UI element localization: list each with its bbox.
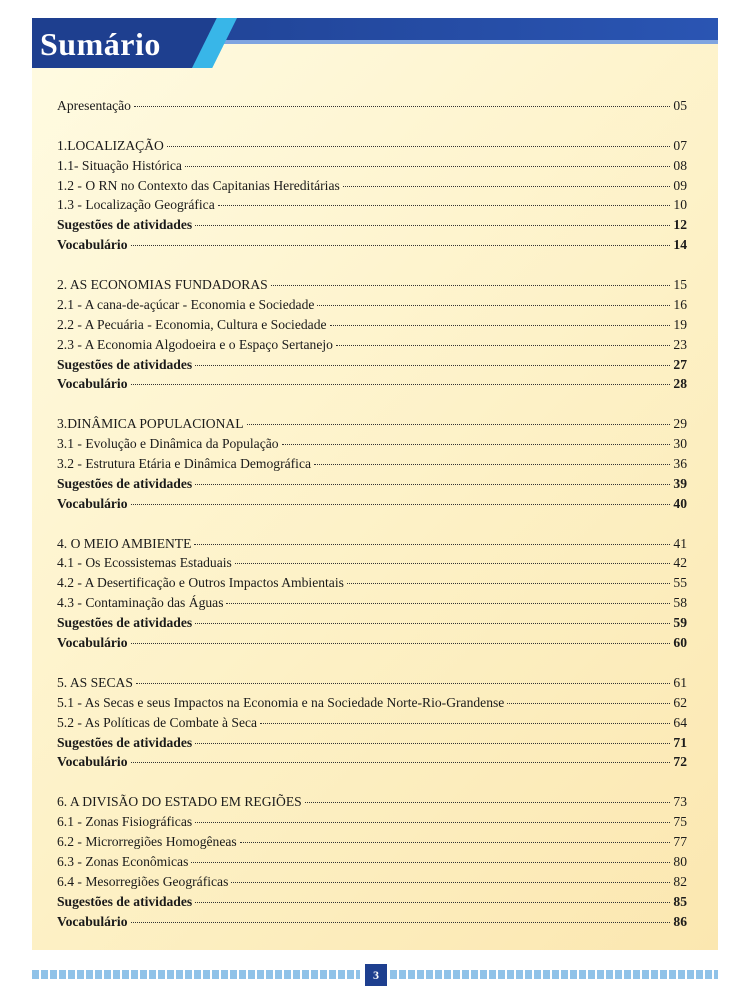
toc-entry[interactable] bbox=[57, 136, 687, 156]
toc-gap bbox=[57, 653, 687, 673]
toc-entry[interactable] bbox=[57, 215, 687, 235]
toc-entry-label: Vocabulário bbox=[57, 754, 128, 770]
toc-entry-page: 28 bbox=[673, 376, 687, 392]
toc-entry[interactable] bbox=[57, 195, 687, 215]
toc-entry-page: 71 bbox=[673, 734, 687, 750]
dot-leader bbox=[131, 504, 671, 505]
dot-leader bbox=[226, 603, 670, 604]
toc-entry-label: Vocabulário bbox=[57, 376, 128, 392]
toc-entry[interactable] bbox=[57, 573, 687, 593]
dot-leader bbox=[305, 802, 671, 803]
toc-entry-label: 2.1 - A cana-de-açúcar - Economia e Sociedade bbox=[57, 296, 315, 312]
toc-entry-page: 09 bbox=[673, 177, 687, 193]
toc-entry-page: 27 bbox=[673, 356, 687, 372]
dot-leader bbox=[336, 345, 670, 346]
toc-entry-page: 19 bbox=[673, 316, 687, 332]
toc-entry-label: Vocabulário bbox=[57, 495, 128, 511]
dot-leader bbox=[195, 623, 670, 624]
toc-entry-page: 15 bbox=[673, 277, 687, 293]
dot-leader bbox=[134, 106, 670, 107]
toc-gap bbox=[57, 394, 687, 414]
dot-leader bbox=[260, 723, 670, 724]
toc-entry[interactable] bbox=[57, 275, 687, 295]
toc-entry[interactable] bbox=[57, 693, 687, 713]
toc-gap bbox=[57, 116, 687, 136]
dot-leader bbox=[131, 922, 671, 923]
toc-entry-page: 62 bbox=[673, 694, 687, 710]
toc-entry[interactable] bbox=[57, 812, 687, 832]
dot-leader bbox=[131, 762, 671, 763]
dot-leader bbox=[235, 563, 671, 564]
toc-entry-page: 16 bbox=[673, 296, 687, 312]
toc-entry[interactable] bbox=[57, 176, 687, 196]
toc-entry-page: 55 bbox=[673, 575, 687, 591]
dot-leader bbox=[330, 325, 671, 326]
toc-entry-page: 73 bbox=[673, 794, 687, 810]
toc-entry-label: Sugestões de atividades bbox=[57, 615, 193, 631]
toc-entry-page: 61 bbox=[673, 674, 687, 690]
dot-leader bbox=[247, 424, 671, 425]
toc-entry-page: 82 bbox=[673, 873, 687, 889]
page-footer bbox=[32, 962, 718, 988]
toc-entry[interactable] bbox=[57, 494, 687, 514]
toc-entry-page: 05 bbox=[673, 98, 687, 113]
toc-gap bbox=[57, 514, 687, 534]
toc-entry-label: Vocabulário bbox=[57, 635, 128, 651]
dot-leader bbox=[195, 365, 670, 366]
toc-entry[interactable] bbox=[57, 912, 687, 932]
toc-entry-label: Sugestões de atividades bbox=[57, 356, 193, 372]
page-header bbox=[32, 18, 718, 68]
toc-entry-label: Sugestões de atividades bbox=[57, 217, 193, 233]
toc-entry-page: 41 bbox=[673, 535, 687, 551]
toc-entry-label: 1.1- Situação Histórica bbox=[57, 157, 182, 173]
toc-entry[interactable] bbox=[57, 593, 687, 613]
toc-entry[interactable] bbox=[57, 673, 687, 693]
toc-entry[interactable] bbox=[57, 295, 687, 315]
dot-leader bbox=[218, 205, 671, 206]
toc-entry-page: 29 bbox=[673, 416, 687, 432]
toc-entry[interactable] bbox=[57, 434, 687, 454]
toc-entry-label: Vocabulário bbox=[57, 913, 128, 929]
toc-entry-label: 3.2 - Estrutura Etária e Dinâmica Demográfica bbox=[57, 456, 312, 472]
page-title: Sumário bbox=[40, 26, 161, 62]
toc-entry[interactable] bbox=[57, 733, 687, 753]
dot-leader bbox=[240, 842, 671, 843]
toc-entry-label: 5.1 - As Secas e seus Impactos na Economia e na Sociedade Norte-Rio-Grandense bbox=[57, 694, 505, 710]
dot-leader bbox=[231, 882, 670, 883]
toc-entry-label: Sugestões de atividades bbox=[57, 475, 193, 491]
toc-entry-label: 6.2 - Microrregiões Homogêneas bbox=[57, 833, 237, 849]
toc-entry[interactable] bbox=[57, 553, 687, 573]
dot-leader bbox=[271, 285, 671, 286]
toc-entry-page: 39 bbox=[673, 475, 687, 491]
toc-entry[interactable] bbox=[57, 474, 687, 494]
table-of-contents bbox=[57, 96, 687, 931]
toc-entry-label: 4.2 - A Desertificação e Outros Impactos Ambientais bbox=[57, 575, 344, 591]
toc-entry-page: 07 bbox=[673, 137, 687, 153]
dot-leader bbox=[314, 464, 670, 465]
toc-entry-label: 2.3 - A Economia Algodoeira e o Espaço Sertanejo bbox=[57, 336, 333, 352]
toc-entry-page: 12 bbox=[673, 217, 687, 233]
toc-entry-page: 85 bbox=[673, 893, 687, 909]
toc-entry-page: 08 bbox=[673, 157, 687, 173]
dot-leader bbox=[195, 743, 670, 744]
toc-entry[interactable] bbox=[57, 792, 687, 812]
toc-entry[interactable] bbox=[57, 156, 687, 176]
toc-entry[interactable] bbox=[57, 335, 687, 355]
dot-leader bbox=[195, 225, 670, 226]
dot-leader bbox=[185, 166, 670, 167]
toc-entry-page: 86 bbox=[673, 913, 687, 929]
toc-entry-page: 75 bbox=[673, 814, 687, 830]
toc-entry-page: 59 bbox=[673, 615, 687, 631]
dot-leader bbox=[317, 305, 670, 306]
dot-leader bbox=[131, 643, 671, 644]
toc-entry[interactable] bbox=[57, 235, 687, 255]
toc-entry-label: 2.2 - A Pecuária - Economia, Cultura e Sociedade bbox=[57, 316, 327, 332]
toc-entry-page: 40 bbox=[673, 495, 687, 511]
dot-leader bbox=[347, 583, 671, 584]
toc-entry-page: 60 bbox=[673, 635, 687, 651]
toc-entry-label: 1.2 - O RN no Contexto das Capitanias Hereditárias bbox=[57, 177, 340, 193]
dot-leader bbox=[167, 146, 671, 147]
toc-entry-label: 4.1 - Os Ecossistemas Estaduais bbox=[57, 555, 232, 571]
toc-entry-label: 2. AS ECONOMIAS FUNDADORAS bbox=[57, 277, 268, 293]
toc-entry[interactable] bbox=[57, 633, 687, 653]
toc-entry-label: 1.3 - Localização Geográfica bbox=[57, 197, 215, 213]
toc-entry-label: Apresentação bbox=[57, 98, 131, 113]
toc-entry-page: 80 bbox=[673, 853, 687, 869]
toc-entry-label: 6.4 - Mesorregiões Geográficas bbox=[57, 873, 229, 889]
toc-entry-label: Sugestões de atividades bbox=[57, 893, 193, 909]
toc-entry[interactable] bbox=[57, 892, 687, 912]
toc-entry-label: 6.1 - Zonas Fisiográficas bbox=[57, 814, 193, 830]
dot-leader bbox=[195, 484, 670, 485]
toc-entry-page: 30 bbox=[673, 436, 687, 452]
footer-strip-left bbox=[32, 970, 360, 979]
dot-leader bbox=[131, 245, 671, 246]
toc-entry-label: 6. A DIVISÃO DO ESTADO EM REGIÕES bbox=[57, 794, 302, 810]
toc-entry-label: 5. AS SECAS bbox=[57, 674, 133, 690]
toc-entry[interactable] bbox=[57, 872, 687, 892]
dot-leader bbox=[343, 186, 671, 187]
toc-entry[interactable] bbox=[57, 534, 687, 554]
toc-entry[interactable] bbox=[57, 414, 687, 434]
toc-entry[interactable] bbox=[57, 355, 687, 375]
toc-entry-label: 3.1 - Evolução e Dinâmica da População bbox=[57, 436, 279, 452]
toc-entry[interactable] bbox=[57, 315, 687, 335]
toc-entry[interactable] bbox=[57, 454, 687, 474]
toc-entry-label: 4. O MEIO AMBIENTE bbox=[57, 535, 192, 551]
toc-entry-page: 77 bbox=[673, 833, 687, 849]
toc-entry-label: Vocabulário bbox=[57, 237, 128, 253]
toc-entry-page: 42 bbox=[673, 555, 687, 571]
dot-leader bbox=[282, 444, 671, 445]
toc-entry-label: Sugestões de atividades bbox=[57, 734, 193, 750]
toc-entry-label: 1.LOCALIZAÇÃO bbox=[57, 137, 164, 153]
document-page bbox=[32, 18, 718, 950]
toc-gap bbox=[57, 772, 687, 792]
dot-leader bbox=[195, 822, 670, 823]
toc-entry[interactable] bbox=[57, 852, 687, 872]
toc-entry[interactable] bbox=[57, 613, 687, 633]
dot-leader bbox=[191, 862, 670, 863]
dot-leader bbox=[507, 703, 670, 704]
toc-entry-page: 64 bbox=[673, 714, 687, 730]
dot-leader bbox=[136, 683, 670, 684]
dot-leader bbox=[131, 384, 671, 385]
toc-entry-label: 3.DINÂMICA POPULACIONAL bbox=[57, 416, 244, 432]
toc-gap bbox=[57, 255, 687, 275]
toc-entry-page: 14 bbox=[673, 237, 687, 253]
toc-entry-page: 36 bbox=[673, 456, 687, 472]
toc-entry-page: 23 bbox=[673, 336, 687, 352]
toc-entry-page: 10 bbox=[673, 197, 687, 213]
toc-entry[interactable] bbox=[57, 832, 687, 852]
header-stripe bbox=[207, 40, 718, 44]
toc-entry-label: 4.3 - Contaminação das Águas bbox=[57, 595, 224, 611]
toc-entry[interactable] bbox=[57, 374, 687, 394]
toc-entry-label: 5.2 - As Políticas de Combate à Seca bbox=[57, 714, 258, 730]
dot-leader bbox=[195, 902, 670, 903]
footer-strip-right bbox=[390, 970, 718, 979]
toc-entry-page: 72 bbox=[673, 754, 687, 770]
page-number: 3 bbox=[365, 964, 387, 986]
dot-leader bbox=[194, 544, 670, 545]
toc-entry-label: 6.3 - Zonas Econômicas bbox=[57, 853, 189, 869]
toc-entry[interactable] bbox=[57, 713, 687, 733]
toc-entry-page: 58 bbox=[673, 595, 687, 611]
toc-entry[interactable] bbox=[57, 752, 687, 772]
toc-entry[interactable] bbox=[57, 96, 687, 116]
